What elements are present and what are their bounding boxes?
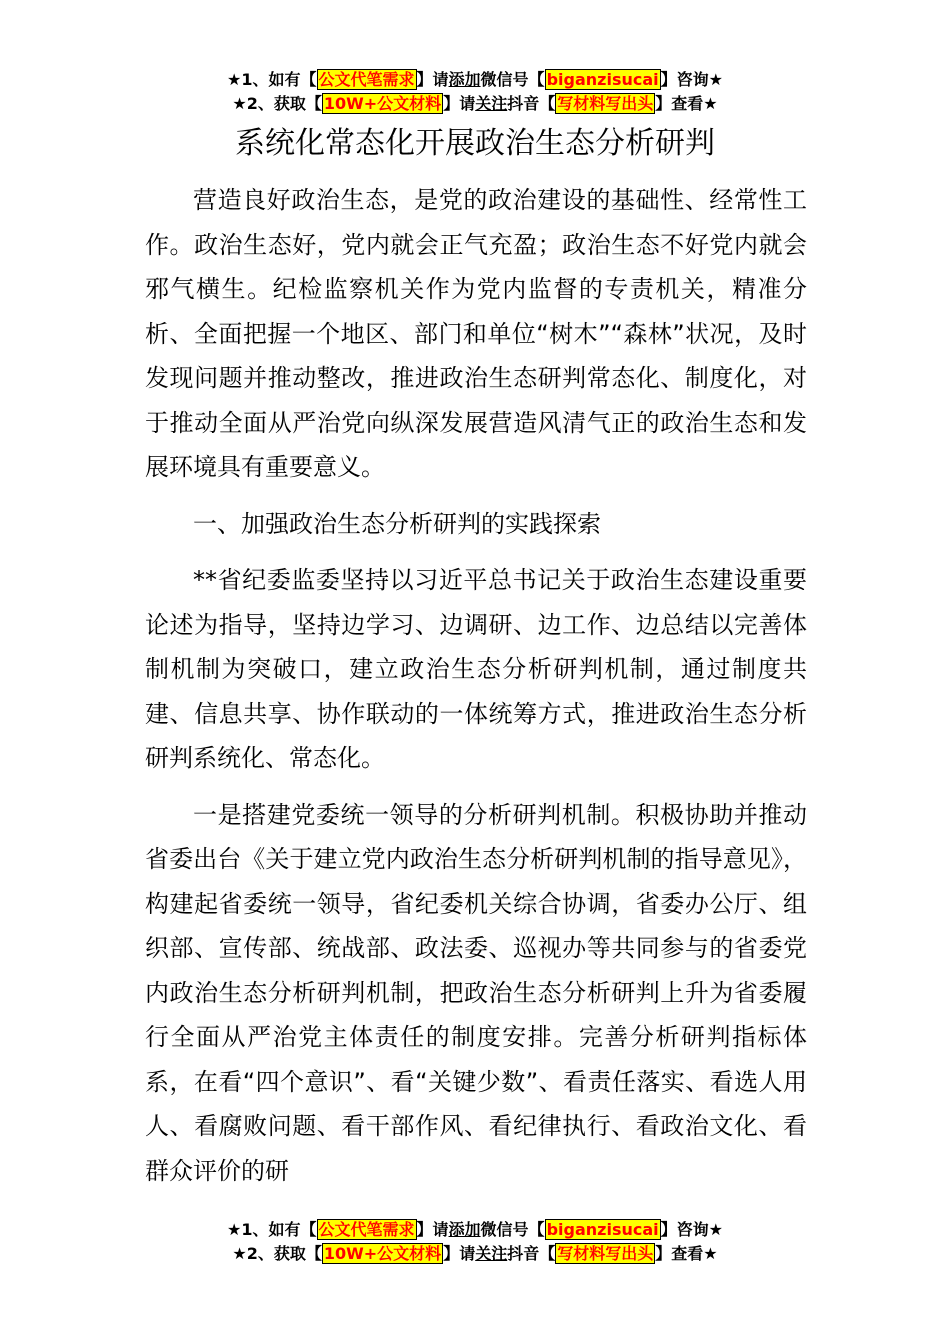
promo-highlight: biganzisucai	[546, 1220, 659, 1239]
body-paragraph: **省纪委监委坚持以习近平总书记关于政治生态建设重要论述为指导，坚持边学习、边调研、边工作、边总结以完善体制机制为突破口，建立政治生态分析研判机制，通过制度共建、信息共享、协作联动的一体统筹方式，推进政治生态分析研判系统化、常态化。	[145, 566, 807, 772]
document-title: 系统化常态化开展政治生态分析研判	[235, 126, 715, 161]
promo-highlight: 公文代笔需求	[318, 70, 415, 89]
promo-text: 】请	[443, 94, 476, 113]
document-body	[145, 178, 807, 1193]
promo-text: ★2、获取【	[232, 94, 322, 113]
promo-highlight: 公文代笔需求	[318, 1220, 415, 1239]
section-heading: 一、加强政治生态分析研判的实践探索	[193, 509, 601, 538]
promo-line-1	[0, 68, 950, 92]
promo-text: 】咨询★	[660, 1220, 723, 1239]
promo-line-2	[0, 1242, 950, 1266]
promo-text: 】咨询★	[660, 70, 723, 89]
promo-banner-top	[0, 68, 950, 116]
promo-text: ★2、获取【	[232, 1244, 322, 1263]
promo-highlight: 10W+公文材料	[323, 1244, 442, 1263]
promo-text: ★1、如有【	[227, 1220, 317, 1239]
promo-text: 】请	[416, 1220, 449, 1239]
promo-text: 】请	[443, 1244, 476, 1263]
promo-text: 】查看★	[655, 1244, 718, 1263]
promo-text: 微信号【	[480, 1220, 545, 1239]
promo-text: 】请	[416, 70, 449, 89]
promo-underline: 关注	[475, 1244, 508, 1263]
promo-highlight: 10W+公文材料	[323, 94, 442, 113]
promo-line-1	[0, 1218, 950, 1242]
promo-underline: 添加	[448, 70, 481, 89]
intro-paragraph: 营造良好政治生态，是党的政治建设的基础性、经常性工作。政治生态好，党内就会正气充盈；政治生态不好党内就会邪气横生。纪检监察机关作为党内监督的专责机关，精准分析、全面把握一个地区、部门和单位“树木”“森林”状况，及时发现问题并推动整改，推进政治生态研判常态化、制度化，对于推动全面从严治党向纵深发展营造风清气正的政治生态和发展环境具有重要意义。	[145, 186, 807, 481]
promo-text: 】查看★	[655, 94, 718, 113]
promo-text: 抖音【	[507, 94, 556, 113]
promo-underline: 关注	[475, 94, 508, 113]
promo-highlight: 写材料写出头	[557, 94, 654, 113]
promo-text: 抖音【	[507, 1244, 556, 1263]
promo-highlight: 写材料写出头	[557, 1244, 654, 1263]
body-paragraph: 一是搭建党委统一领导的分析研判机制。积极协助并推动省委出台《关于建立党内政治生态分析研判机制的指导意见》，构建起省委统一领导，省纪委机关综合协调，省委办公厅、组织部、宣传部、统战部、政法委、巡视办等共同参与的省委党内政治生态分析研判机制，把政治生态分析研判上升为省委履行全面从严治党主体责任的制度安排。完善分析研判指标体系，在看“四个意识”、看“关键少数”、看责任落实、看选人用人、看腐败问题、看干部作风、看纪律执行、看政治文化、看群众评价的研	[145, 800, 807, 1185]
promo-banner-bottom	[0, 1218, 950, 1266]
promo-highlight: biganzisucai	[546, 70, 659, 89]
promo-text: 微信号【	[480, 70, 545, 89]
promo-text: ★1、如有【	[227, 70, 317, 89]
promo-underline: 添加	[448, 1220, 481, 1239]
promo-line-2	[0, 92, 950, 116]
